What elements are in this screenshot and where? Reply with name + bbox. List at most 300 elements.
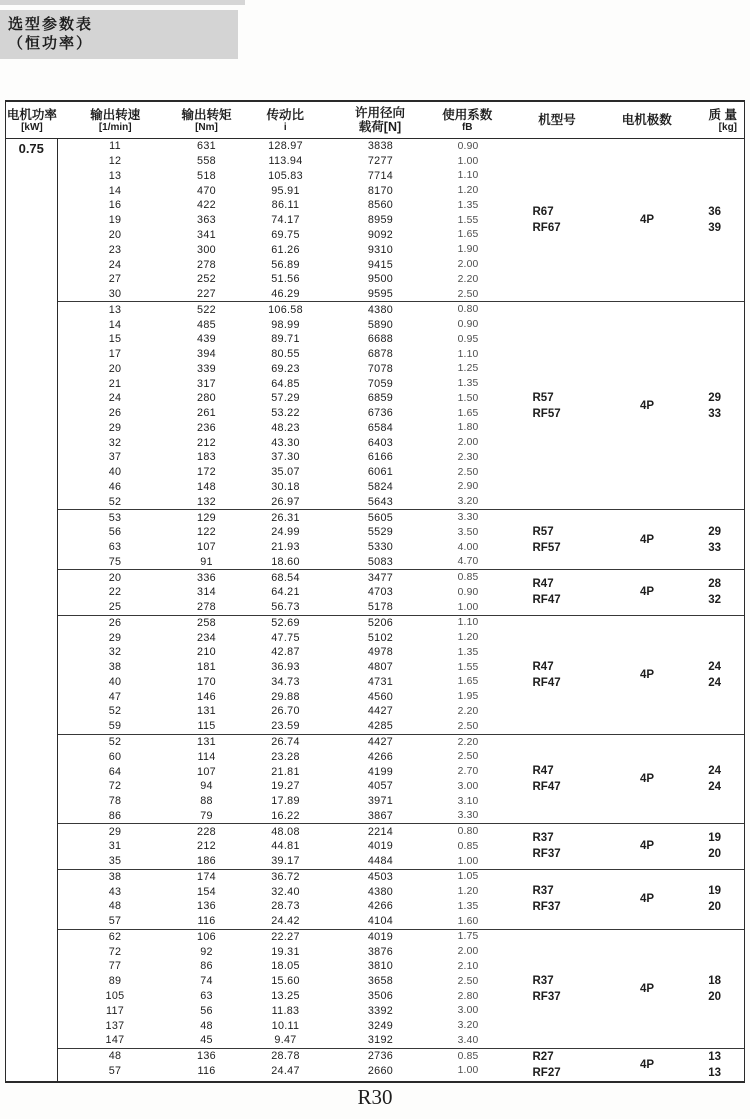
cell-torque: 154 <box>197 885 216 898</box>
cell-fb: 1.50 <box>457 392 479 404</box>
mass-value-line1: 13 <box>708 1050 722 1063</box>
cell-fb: 2.00 <box>457 259 479 270</box>
cell-ratio: 24.42 <box>271 915 300 928</box>
cell-fb: 2.30 <box>457 451 479 463</box>
cell-fb: 1.80 <box>457 422 479 434</box>
cell-speed: 20 <box>108 571 122 584</box>
cell-torque: 317 <box>197 377 216 390</box>
header-load-line1: 许用径向 <box>354 106 405 120</box>
cell-speed: 12 <box>108 155 122 168</box>
cell-fb: 1.65 <box>457 676 479 688</box>
cell-speed: 72 <box>108 945 122 958</box>
motor-poles-value: 4P <box>640 893 655 906</box>
cell-torque: 56 <box>200 1004 213 1017</box>
cell-torque: 136 <box>197 1050 216 1063</box>
cell-speed: 26 <box>108 407 122 420</box>
cell-ratio: 30.18 <box>271 480 300 493</box>
table-row <box>58 169 506 184</box>
cell-fb: 3.00 <box>457 1005 479 1017</box>
table-row <box>58 242 506 257</box>
model-name-cell <box>506 302 610 509</box>
cell-ratio: 113.94 <box>268 155 303 168</box>
cell-load: 9415 <box>367 258 394 271</box>
table-row <box>58 391 506 406</box>
cell-fb: 1.00 <box>457 155 479 167</box>
cell-speed: 62 <box>108 930 122 943</box>
model-name-line1: R27 <box>532 1050 554 1063</box>
cell-torque: 172 <box>197 466 216 479</box>
cell-fb: 0.90 <box>457 586 479 598</box>
cell-fb: 4.70 <box>457 556 479 568</box>
mass-cell <box>684 139 744 301</box>
model-name-cell <box>506 930 610 1048</box>
cell-load: 3192 <box>367 1034 394 1047</box>
table-row <box>58 287 506 302</box>
cell-torque: 45 <box>200 1034 213 1047</box>
table-header-row <box>6 102 744 139</box>
cell-torque: 74 <box>200 975 213 988</box>
cell-ratio: 35.07 <box>271 466 300 479</box>
cell-fb: 1.25 <box>457 363 479 375</box>
table-row <box>58 139 506 154</box>
cell-fb: 1.05 <box>457 871 479 883</box>
cell-torque: 280 <box>197 392 216 405</box>
cell-fb: 1.10 <box>457 348 479 360</box>
model-name-line2: RF47 <box>532 594 561 607</box>
group-rows <box>58 1049 506 1081</box>
model-group-R37 <box>58 870 745 930</box>
cell-torque: 48 <box>200 1019 213 1032</box>
table-row <box>58 421 506 436</box>
motor-poles-value: 4P <box>640 533 655 546</box>
header-torque-line2: [Nm] <box>195 121 218 133</box>
cell-speed: 27 <box>108 273 122 286</box>
table-row <box>58 332 506 347</box>
cell-fb: 1.55 <box>457 661 479 673</box>
cell-ratio: 13.25 <box>271 990 300 1003</box>
cell-speed: 53 <box>108 511 122 524</box>
header-cell-power <box>6 102 58 138</box>
table-row <box>58 361 506 376</box>
motor-poles-cell <box>610 735 684 824</box>
cell-speed: 48 <box>108 1050 122 1063</box>
cell-speed: 16 <box>108 199 122 212</box>
table-body <box>6 139 744 1081</box>
cell-fb: 2.20 <box>457 705 479 717</box>
cell-speed: 11 <box>109 140 121 153</box>
cell-load: 5643 <box>367 495 394 508</box>
cell-speed: 72 <box>108 780 122 793</box>
mass-value-line1: 24 <box>708 660 722 673</box>
cell-ratio: 98.99 <box>271 318 300 331</box>
cell-fb: 1.55 <box>457 214 479 226</box>
cell-load: 3392 <box>367 1004 394 1017</box>
cell-torque: 116 <box>197 1064 216 1077</box>
cell-speed: 29 <box>108 631 122 644</box>
cell-ratio: 17.89 <box>271 795 300 808</box>
cell-ratio: 52.69 <box>271 616 300 629</box>
table-row <box>58 899 506 914</box>
table-row <box>58 884 506 899</box>
cell-ratio: 64.21 <box>271 586 300 599</box>
cell-torque: 252 <box>197 273 216 286</box>
header-torque-line1: 输出转矩 <box>181 107 232 122</box>
mass-value-line2: 13 <box>708 1066 722 1079</box>
mass-cell <box>684 1049 744 1081</box>
cell-torque: 116 <box>197 915 216 928</box>
cell-speed: 75 <box>108 555 122 568</box>
table-row <box>58 347 506 362</box>
motor-poles-cell <box>610 139 684 301</box>
cell-speed: 57 <box>108 915 122 928</box>
model-group-R47 <box>58 616 745 735</box>
mass-value-line2: 39 <box>708 222 722 235</box>
cell-fb: 1.10 <box>457 170 479 182</box>
cell-ratio: 19.31 <box>271 945 300 958</box>
cell-fb: 0.80 <box>457 304 479 316</box>
group-rows <box>58 570 506 614</box>
cell-torque: 363 <box>197 214 216 227</box>
table-row <box>58 1063 506 1078</box>
mass-value-line2: 24 <box>708 780 722 793</box>
cell-torque: 129 <box>197 511 216 524</box>
cell-fb: 1.35 <box>457 900 479 912</box>
cell-ratio: 18.60 <box>271 555 300 568</box>
cell-load: 6403 <box>367 436 394 449</box>
cell-ratio: 26.74 <box>271 736 300 748</box>
table-groups <box>58 139 745 1081</box>
cell-ratio: 43.30 <box>271 436 300 449</box>
cell-ratio: 22.27 <box>271 930 300 943</box>
motor-poles-cell <box>610 1049 684 1081</box>
motor-poles-cell <box>610 302 684 509</box>
table-row <box>58 600 506 615</box>
cell-ratio: 26.97 <box>271 495 300 508</box>
cell-torque: 234 <box>197 631 216 644</box>
cell-load: 5178 <box>367 601 394 614</box>
table-row <box>58 959 506 974</box>
mass-cell <box>684 930 744 1048</box>
cell-ratio: 28.73 <box>271 900 300 913</box>
model-name-line2: RF37 <box>532 990 561 1003</box>
cell-ratio: 16.22 <box>271 809 300 822</box>
cell-torque: 94 <box>200 780 213 793</box>
cell-torque: 258 <box>197 616 216 629</box>
cell-fb: 1.95 <box>457 691 479 703</box>
table-row <box>58 302 506 317</box>
group-rows <box>58 616 506 734</box>
cell-fb: 0.80 <box>457 826 479 838</box>
cell-fb: 0.85 <box>457 1050 479 1062</box>
table-row <box>58 616 506 631</box>
cell-fb: 1.20 <box>457 185 479 197</box>
cell-fb: 1.65 <box>457 407 479 419</box>
cell-load: 2736 <box>367 1050 394 1063</box>
header-poles-line1: 电机极数 <box>621 113 672 127</box>
cell-torque: 148 <box>197 480 216 493</box>
cell-fb: 3.40 <box>457 1034 479 1046</box>
cell-ratio: 18.05 <box>271 960 300 973</box>
cell-speed: 86 <box>108 809 122 822</box>
cell-load: 9595 <box>367 288 394 301</box>
cell-ratio: 39.17 <box>271 855 300 868</box>
cell-fb: 2.50 <box>457 466 479 478</box>
model-name-cell <box>506 735 610 824</box>
mass-value-line1: 29 <box>708 391 722 404</box>
cell-ratio: 42.87 <box>271 646 300 659</box>
cell-torque: 131 <box>197 705 216 718</box>
cell-load: 4731 <box>367 675 394 688</box>
model-name-line2: RF37 <box>532 901 561 914</box>
cell-load: 5824 <box>367 480 394 493</box>
cell-ratio: 23.59 <box>271 720 300 733</box>
model-name-line1: R37 <box>532 974 554 987</box>
cell-load: 3249 <box>367 1019 394 1032</box>
cell-speed: 43 <box>108 885 122 898</box>
cell-torque: 170 <box>197 675 216 688</box>
cell-fb: 1.00 <box>457 855 479 867</box>
header-cell-speed <box>58 102 173 138</box>
group-rows <box>58 735 506 824</box>
cell-load: 5330 <box>367 541 394 554</box>
cell-torque: 91 <box>200 555 213 568</box>
cell-torque: 107 <box>197 541 216 554</box>
cell-ratio: 47.75 <box>271 631 300 644</box>
cell-fb: 1.20 <box>457 632 479 644</box>
cell-load: 2660 <box>367 1064 394 1077</box>
cell-speed: 57 <box>108 1064 122 1077</box>
cell-load: 6736 <box>367 407 394 420</box>
cell-torque: 106 <box>197 930 216 943</box>
cell-load: 5083 <box>367 555 394 568</box>
motor-power-value: 0.75 <box>18 141 44 156</box>
table-row <box>58 854 506 869</box>
cell-speed: 40 <box>108 466 122 479</box>
model-name-line2: RF37 <box>532 848 561 861</box>
table-row <box>58 510 506 525</box>
table-row <box>58 198 506 213</box>
mass-cell <box>684 302 744 509</box>
table-row <box>58 808 506 823</box>
table-row <box>58 494 506 509</box>
cell-speed: 17 <box>108 348 122 361</box>
table-row <box>58 213 506 228</box>
model-name-cell <box>506 1049 610 1081</box>
header-mass-line2: [kg] <box>718 121 738 133</box>
cell-ratio: 15.60 <box>271 975 300 988</box>
table-row <box>58 554 506 569</box>
model-name-line2: RF67 <box>532 222 561 235</box>
cell-load: 4380 <box>367 885 394 898</box>
cell-ratio: 24.47 <box>271 1064 300 1077</box>
table-row <box>58 465 506 480</box>
model-name-cell <box>506 824 610 868</box>
table-row <box>58 154 506 169</box>
cell-load: 9310 <box>367 243 394 256</box>
cell-torque: 439 <box>197 333 216 346</box>
cell-load: 7714 <box>367 169 394 182</box>
cell-torque: 131 <box>197 736 216 748</box>
model-name-line1: R47 <box>532 660 554 673</box>
table-row <box>58 989 506 1004</box>
cell-torque: 92 <box>200 945 213 958</box>
header-power-line1: 电机功率 <box>6 107 57 122</box>
cell-fb: 1.00 <box>457 1065 479 1077</box>
table-row <box>58 435 506 450</box>
cell-load: 3971 <box>367 795 394 808</box>
header-ratio-line1: 传动比 <box>266 107 304 122</box>
cell-speed: 37 <box>108 451 122 464</box>
table-row <box>58 525 506 540</box>
cell-fb: 4.00 <box>457 541 479 553</box>
table-row <box>58 480 506 495</box>
header-ratio-line2: i <box>283 121 287 133</box>
cell-speed: 48 <box>108 900 122 913</box>
cell-torque: 174 <box>197 870 216 883</box>
cell-fb: 0.90 <box>457 140 479 152</box>
cell-speed: 38 <box>108 870 122 883</box>
cell-fb: 3.30 <box>457 512 479 524</box>
cell-load: 6688 <box>367 333 394 346</box>
cell-ratio: 53.22 <box>271 407 300 420</box>
model-name-line2: RF47 <box>532 676 561 689</box>
table-row <box>58 914 506 929</box>
page-title-line1: 选型参数表 <box>8 16 94 33</box>
cell-speed: 64 <box>108 765 122 778</box>
cell-ratio: 29.88 <box>271 690 300 703</box>
table-row <box>58 570 506 585</box>
cell-load: 4560 <box>367 690 394 703</box>
cell-torque: 132 <box>197 495 216 508</box>
mass-cell <box>684 824 744 868</box>
model-group-R37 <box>58 824 745 869</box>
header-speed-line2: [1/min] <box>98 121 132 133</box>
cell-fb: 2.20 <box>457 273 479 285</box>
model-name-line2: RF27 <box>532 1066 561 1079</box>
page-number: R30 <box>357 1085 393 1109</box>
cell-fb: 1.20 <box>457 886 479 898</box>
cell-fb: 2.50 <box>457 720 479 732</box>
cell-fb: 3.00 <box>457 780 479 792</box>
cell-ratio: 46.29 <box>271 288 300 301</box>
cell-speed: 56 <box>108 526 122 539</box>
table-row <box>58 1049 506 1064</box>
cell-fb: 2.00 <box>457 946 479 958</box>
model-name-line1: R47 <box>532 764 554 777</box>
cell-ratio: 68.54 <box>271 571 300 584</box>
mass-value-line2: 33 <box>708 541 722 554</box>
cell-load: 3810 <box>367 960 394 973</box>
cell-load: 6584 <box>367 421 394 434</box>
cell-ratio: 44.81 <box>271 840 300 853</box>
table-row <box>58 689 506 704</box>
cell-load: 9092 <box>367 228 394 241</box>
header-cell-fb <box>430 102 505 138</box>
cell-fb: 2.80 <box>457 990 479 1002</box>
cell-speed: 32 <box>108 646 122 659</box>
cell-ratio: 128.97 <box>268 140 303 153</box>
cell-torque: 518 <box>197 169 216 182</box>
cell-fb: 2.50 <box>457 975 479 987</box>
cell-speed: 117 <box>105 1004 125 1017</box>
group-rows <box>58 930 506 1048</box>
model-name-line1: R57 <box>532 391 554 404</box>
cell-speed: 89 <box>108 975 122 988</box>
cell-torque: 631 <box>197 140 216 153</box>
cell-torque: 261 <box>197 407 216 420</box>
cell-load: 4484 <box>367 855 394 868</box>
cell-speed: 47 <box>108 690 122 703</box>
cell-torque: 63 <box>200 990 213 1003</box>
cell-speed: 78 <box>108 795 122 808</box>
cell-load: 3477 <box>367 571 394 584</box>
model-group-R57 <box>58 510 745 570</box>
cell-fb: 1.10 <box>457 617 479 629</box>
table-row <box>58 1033 506 1048</box>
motor-poles-value: 4P <box>640 1058 655 1071</box>
header-cell-load <box>330 102 430 138</box>
cell-fb: 0.85 <box>457 840 479 852</box>
cell-torque: 339 <box>197 362 216 375</box>
cell-load: 4019 <box>367 840 394 853</box>
cell-load: 3506 <box>367 990 394 1003</box>
cell-ratio: 69.75 <box>271 228 300 241</box>
motor-poles-cell <box>610 616 684 734</box>
cell-torque: 336 <box>197 571 216 584</box>
cell-load: 5529 <box>367 526 394 539</box>
table-row <box>58 585 506 600</box>
cell-fb: 1.35 <box>457 199 479 211</box>
cell-speed: 24 <box>108 392 122 405</box>
header-model-line1: 机型号 <box>538 113 576 127</box>
cell-speed: 13 <box>108 303 122 316</box>
cell-torque: 522 <box>197 303 216 316</box>
cell-torque: 122 <box>197 526 216 539</box>
cell-speed: 25 <box>108 601 122 614</box>
group-rows <box>58 139 506 301</box>
cell-load: 7059 <box>367 377 394 390</box>
motor-poles-cell <box>610 930 684 1048</box>
model-name-cell <box>506 139 610 301</box>
cell-fb: 0.95 <box>457 333 479 345</box>
cell-speed: 77 <box>108 960 122 973</box>
cell-speed: 105 <box>105 990 125 1003</box>
table-row <box>58 228 506 243</box>
model-name-line2: RF57 <box>532 407 561 420</box>
table-row <box>58 704 506 719</box>
cell-ratio: 34.73 <box>271 675 300 688</box>
table-row <box>58 183 506 198</box>
table-row <box>58 675 506 690</box>
cell-ratio: 86.11 <box>271 199 300 212</box>
cell-speed: 21 <box>108 377 122 390</box>
cell-ratio: 23.28 <box>271 750 300 763</box>
cell-ratio: 48.08 <box>271 825 300 838</box>
cell-load: 8959 <box>367 214 394 227</box>
table-row <box>58 839 506 854</box>
cell-load: 5206 <box>367 616 394 629</box>
selection-parameter-table <box>5 100 745 1083</box>
cell-ratio: 80.55 <box>271 348 300 361</box>
model-group-R47 <box>58 735 745 825</box>
model-group-R47 <box>58 570 745 615</box>
cell-load: 3867 <box>367 809 394 822</box>
cell-fb: 1.35 <box>457 378 479 390</box>
table-row <box>58 735 506 750</box>
cell-torque: 341 <box>197 228 216 241</box>
cell-speed: 137 <box>105 1019 125 1032</box>
mass-value-line1: 29 <box>708 525 722 538</box>
